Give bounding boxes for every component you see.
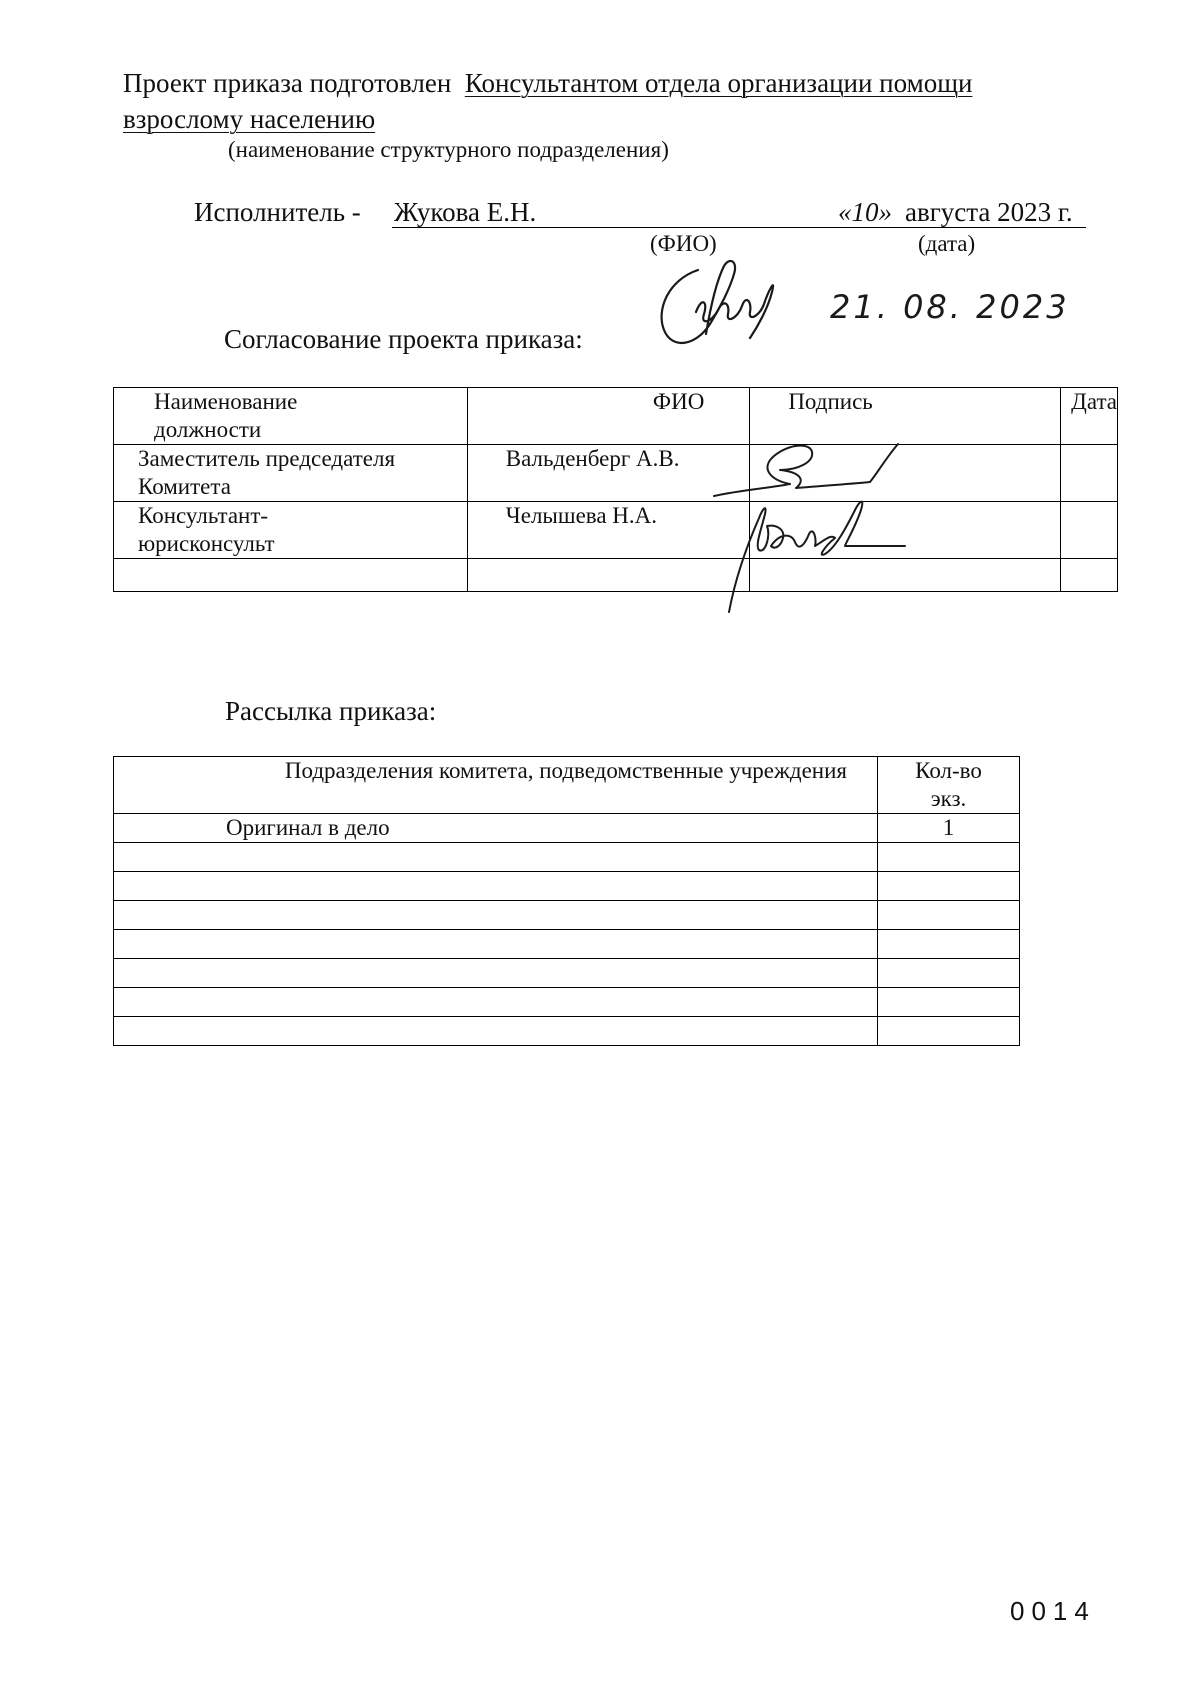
executor-date-rest: августа 2023 г. [905, 197, 1073, 227]
mailing-empty-cell [114, 872, 878, 901]
table-row-empty [114, 959, 1020, 988]
handwritten-date: 21. 08. 2023 [830, 288, 1070, 326]
approval-header-position-line1: Наименование [154, 389, 298, 414]
table-row-empty [114, 901, 1020, 930]
mailing-empty-cell [878, 901, 1020, 930]
approval-header-signature: Подпись [750, 388, 1061, 445]
approval-fio: Вальденберг А.В. [467, 445, 750, 502]
mailing-header-qty-line1: Кол-во [915, 758, 982, 783]
unit-caption: (наименование структурного подразделения) [228, 137, 669, 162]
prepared-by-line-2: взрослому населению [123, 104, 376, 134]
approval-header-position-line2: должности [154, 417, 262, 442]
approval-title: Согласование проекта приказа: [224, 324, 583, 354]
approval-position [114, 502, 468, 559]
mailing-empty-cell [114, 988, 878, 1017]
mailing-header-qty [878, 757, 1020, 814]
approval-header-fio: ФИО [467, 388, 750, 445]
table-row-empty [114, 843, 1020, 872]
date-caption: (дата) [918, 231, 976, 256]
mailing-empty-cell [878, 930, 1020, 959]
approval-fio: Челышева Н.А. [467, 502, 750, 559]
approval-empty-cell [114, 559, 468, 592]
mailing-empty-cell [114, 959, 878, 988]
prepared-by-unit: Консультантом отдела организации помощи [464, 68, 973, 98]
table-row-empty [114, 988, 1020, 1017]
mailing-department: Оригинал в дело [114, 814, 878, 843]
mailing-header-department: Подразделения комитета, подведомственные учреждения [114, 757, 878, 814]
approval-header-position [114, 388, 468, 445]
table-row [114, 445, 1118, 502]
mailing-empty-cell [878, 988, 1020, 1017]
prepared-prefix: Проект приказа подготовлен [123, 68, 452, 98]
mailing-empty-cell [878, 843, 1020, 872]
page-number: 0014 [1010, 1596, 1096, 1626]
executor-name: Жукова Е.Н. [394, 197, 537, 227]
mailing-empty-cell [114, 930, 878, 959]
approval-position-line1: Консультант- [138, 503, 269, 528]
fio-caption: (ФИО) [650, 231, 717, 256]
approval-header-date: Дата [1061, 388, 1118, 445]
mailing-qty: 1 [878, 814, 1020, 843]
approval-date [1061, 445, 1118, 502]
approval-position-line2: Комитета [138, 474, 231, 499]
executor-date-day: «10» [838, 197, 892, 227]
mailing-table [113, 756, 1020, 1046]
table-row [114, 502, 1118, 559]
table-row-empty [114, 872, 1020, 901]
mailing-header-qty-line2: экз. [930, 786, 967, 811]
prepared-by-line-1 [123, 66, 1083, 100]
mailing-empty-cell [878, 1017, 1020, 1046]
executor-label: Исполнитель - [194, 197, 361, 227]
approval-position-line1: Заместитель председателя [138, 446, 396, 471]
table-row-empty [114, 1017, 1020, 1046]
approval-signature-2 [705, 490, 915, 615]
approval-empty-cell [1061, 559, 1118, 592]
approval-position [114, 445, 468, 502]
approval-position-line2: юрисконсульт [138, 531, 275, 556]
mailing-empty-cell [878, 872, 1020, 901]
table-row-empty [114, 559, 1118, 592]
mailing-title: Рассылка приказа: [225, 696, 437, 726]
table-row-empty [114, 930, 1020, 959]
approval-date [1061, 502, 1118, 559]
approval-signature-1 [710, 438, 910, 498]
approval-header-row [114, 388, 1118, 445]
executor-signature [650, 252, 800, 364]
mailing-empty-cell [114, 843, 878, 872]
approval-table [113, 387, 1118, 592]
mailing-header-row [114, 757, 1020, 814]
table-row [114, 814, 1020, 843]
mailing-empty-cell [114, 1017, 878, 1046]
mailing-empty-cell [878, 959, 1020, 988]
mailing-empty-cell [114, 901, 878, 930]
